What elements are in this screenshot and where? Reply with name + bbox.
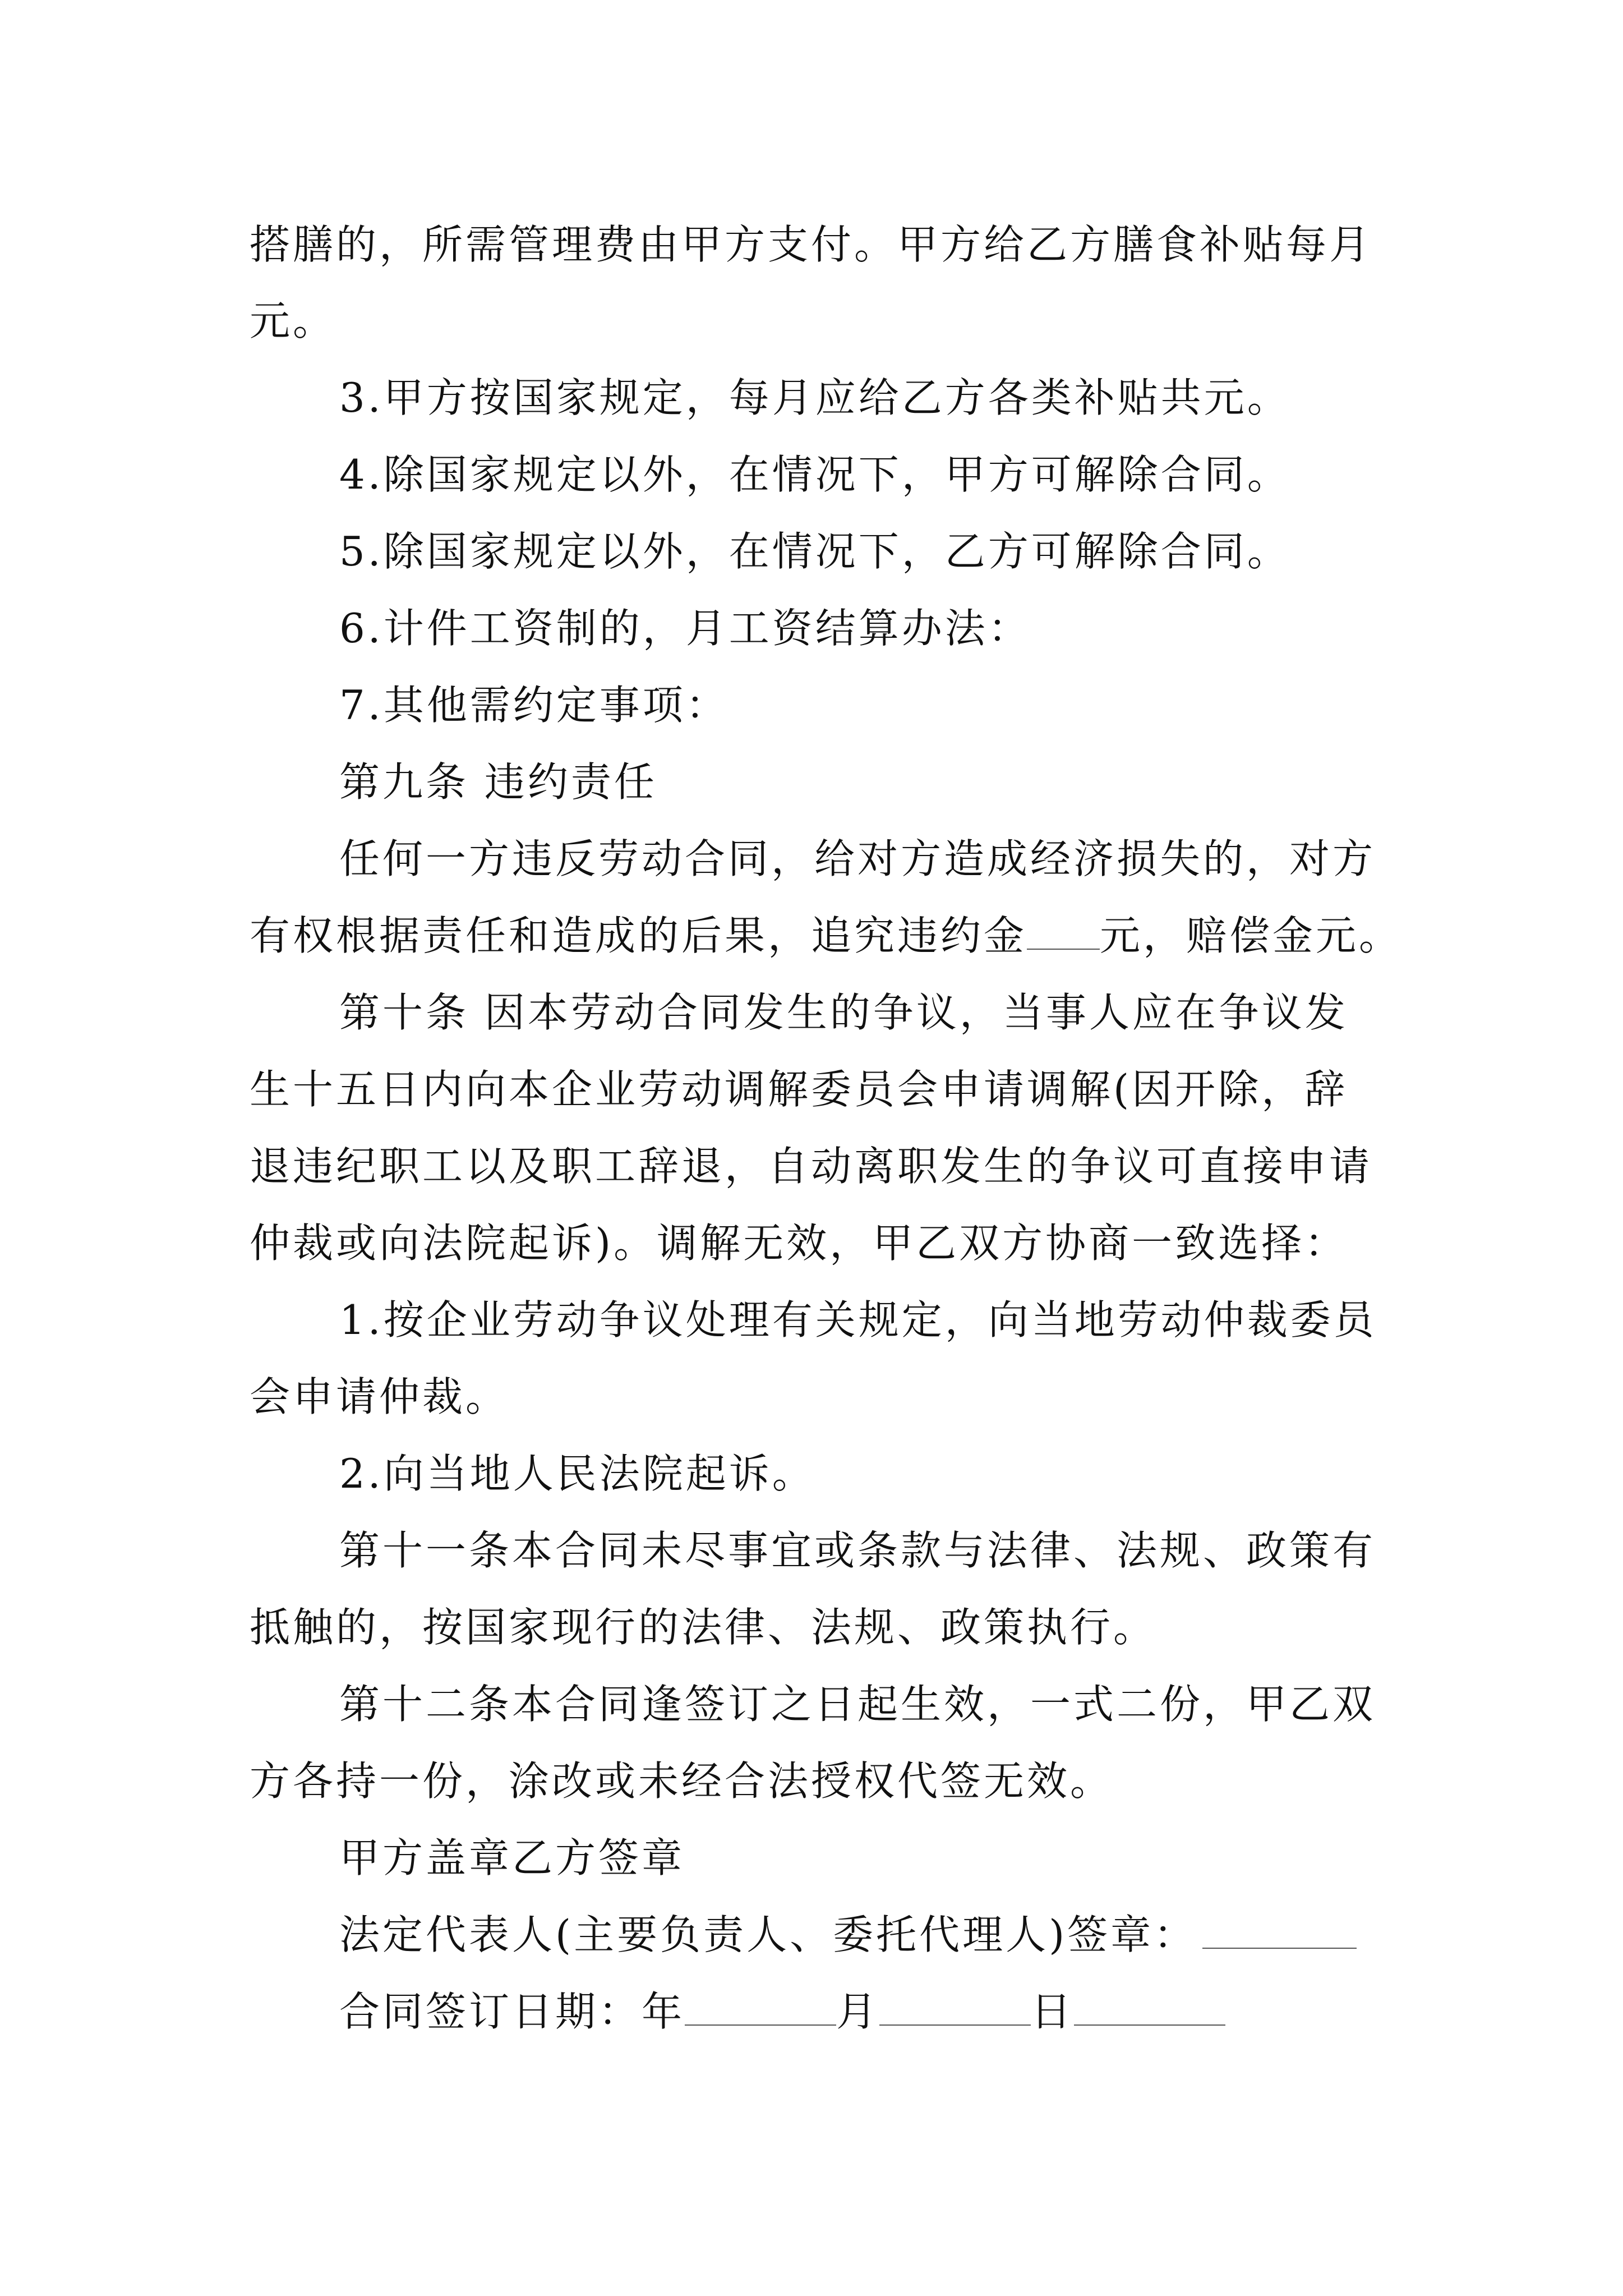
article-10-line: 第十条 因本劳动合同发生的争议，当事人应在争议发	[339, 989, 1348, 1036]
clause-item-7: 7.其他需约定事项：	[339, 682, 729, 729]
year-blank	[685, 1991, 836, 2026]
seal-signature-line: 甲方盖章乙方签章	[339, 1834, 685, 1881]
article-11-line: 第十一条本合同未尽事宜或条款与法律、法规、政策有	[339, 1527, 1376, 1574]
option-item-2: 2.向当地人民法院起诉。	[339, 1450, 815, 1497]
paragraph-text: 元，赔偿金元。	[1100, 912, 1403, 959]
date-label: 合同签订日期：年	[339, 1988, 685, 2035]
day-blank	[1074, 1991, 1225, 2026]
paragraph-text: 有权根据责任和造成的后果，追究违约金	[250, 912, 1027, 959]
month-label: 月	[836, 1988, 880, 2035]
paragraph-line-with-blank	[250, 909, 1402, 963]
article-12-line: 第十二条本合同逢签订之日起生效，一式二份，甲乙双	[339, 1681, 1376, 1728]
paragraph-line: 元。	[250, 297, 336, 344]
clause-item-4: 4.除国家规定以外，在情况下，甲方可解除合同。	[339, 451, 1290, 498]
month-blank	[879, 1991, 1031, 2026]
option-item-1: 1.按企业劳动争议处理有关规定，向当地劳动仲裁委员	[339, 1296, 1377, 1343]
signature-blank	[1202, 1914, 1357, 1949]
paragraph-line: 任何一方违反劳动合同，给对方造成经济损失的，对方	[339, 835, 1376, 882]
signature-label: 法定代表人(主要负责人、委托代理人)签章：	[339, 1911, 1197, 1958]
paragraph-line: 仲裁或向法院起诉)。调解无效，甲乙双方协商一致选择：	[250, 1220, 1348, 1267]
signing-date-line	[339, 1985, 1225, 2039]
paragraph-line: 生十五日内向本企业劳动调解委员会申请调解(因开除，辞	[250, 1066, 1348, 1113]
clause-item-5: 5.除国家规定以外，在情况下，乙方可解除合同。	[339, 528, 1290, 575]
paragraph-line: 会申请仲裁。	[250, 1373, 509, 1420]
penalty-amount-blank	[1027, 915, 1100, 950]
paragraph-line: 退违纪职工以及职工辞退，自动离职发生的争议可直接申请	[250, 1143, 1373, 1190]
paragraph-line: 方各持一份，涂改或未经合法授权代签无效。	[250, 1757, 1114, 1805]
day-label: 日	[1031, 1988, 1075, 2035]
legal-rep-signature-line	[339, 1908, 1357, 1962]
article-9-heading: 第九条 违约责任	[339, 758, 657, 806]
clause-item-3: 3.甲方按国家规定，每月应给乙方各类补贴共元。	[339, 374, 1290, 421]
clause-item-6: 6.计件工资制的，月工资结算办法：	[339, 605, 1031, 652]
paragraph-line: 搭膳的，所需管理费由甲方支付。甲方给乙方膳食补贴每月	[250, 221, 1373, 268]
paragraph-line: 抵触的，按国家现行的法律、法规、政策执行。	[250, 1604, 1157, 1651]
